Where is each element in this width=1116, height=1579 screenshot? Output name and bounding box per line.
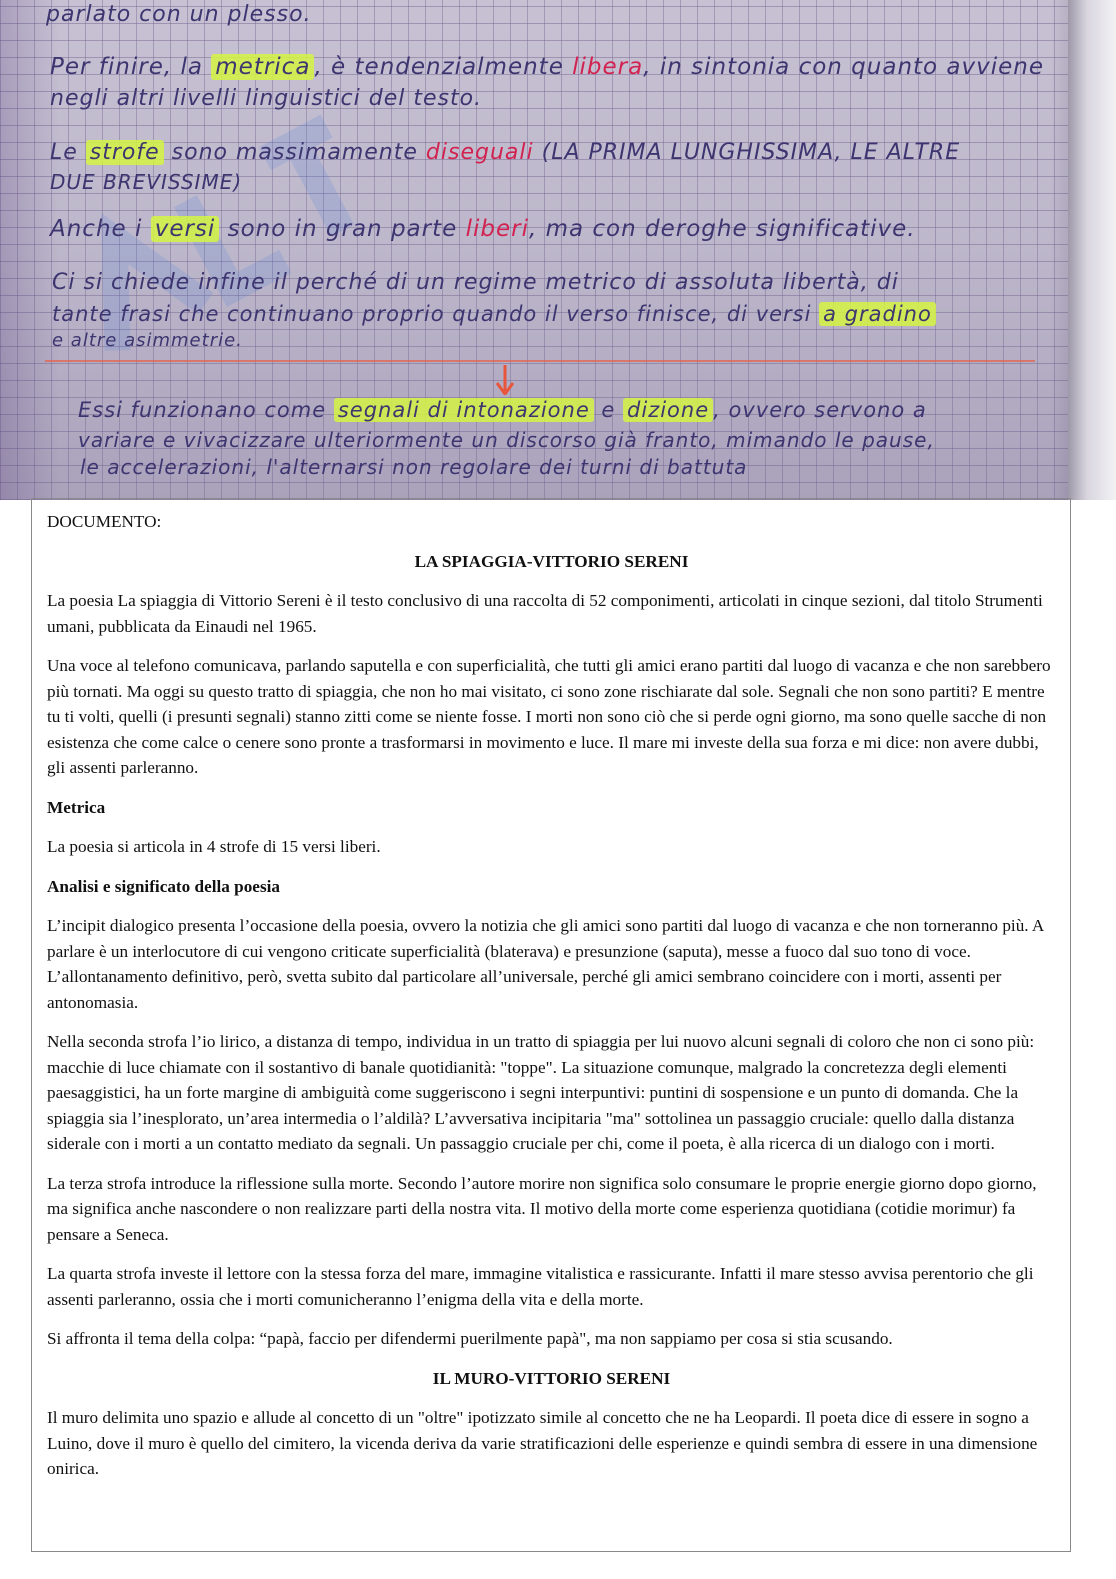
paragraph-analisi-5: Si affronta il tema della colpa: “papà, faccio per difendermi puerilmente papà", ma non sappiamo per cosa si stia scusando. [47,1329,893,1348]
document-label: DOCUMENTO: [47,512,162,531]
note-line-10 [78,398,927,422]
heading-metrica: Metrica [47,797,106,817]
heading-analisi: Analisi e significato della poesia [47,876,280,896]
note-text: DUE BREVISSIME) [50,170,243,194]
highlighted-word: segnali di intonazione [334,398,594,422]
note-text: Le [50,140,86,165]
notebook-edge [1068,0,1116,500]
note-line-8 [52,302,936,326]
note-text: sono in gran parte [219,216,466,242]
note-text: Per finire, la [50,54,212,80]
note-text: , ma con deroghe significative. [528,216,916,242]
note-text: , in sintonia con quanto avviene [643,54,1045,80]
arrow-down-icon [496,365,514,395]
handwritten-notes-photo [0,0,1116,500]
note-line-7 [52,270,899,295]
note-line-9 [52,330,243,351]
note-text: e altre asimmetrie. [52,330,243,351]
note-text: e [593,398,624,422]
highlighted-word: versi [151,216,220,242]
note-text: parlato con un plesso. [46,2,312,27]
paragraph-muro: Il muro delimita uno spazio e allude al concetto di un "oltre" ipotizzato simile al concetto che ne ha Leopardi. Il poeta dice di essere in sogno a Luino, dove il muro è quello del cimitero, la vicenda deriva da varie stratificazioni delle esperienze e quindi sembra di essere in una dimensione onirica. [47,1408,1038,1478]
note-line-3 [50,86,482,111]
paragraph-analisi-1: L’incipit dialogico presenta l’occasione della poesia, ovvero la notizia che gli amici sono partiti dal luogo di vacanza e che non torneranno più. A parlare è un interlocutore di cui vengono criticate superficialità (blaterava) e presunzione (saputa), messe a fuoco dal suo tono di voce. L’allontanamento definitivo, però, svetta subito dal particolare all’universale, perché gli amici sembrano coincidere con i morti, assenti per antonomasia. [47,916,1044,1012]
note-line-2 [50,54,1044,80]
paragraph-metrica: La poesia si articola in 4 strofe di 15 versi liberi. [47,837,381,856]
red-word: libera [572,54,644,80]
red-word: liberi [465,216,529,242]
paragraph-analisi-3: La terza strofa introduce la riflessione sulla morte. Secondo l’autore morire non significa solo consumare le proprie energie giorno dopo giorno, ma significa anche nascondere o non realizzare parti della nostra vita. Il motivo della morte come esperienza quotidiana (cotidie morimur) fa pensare a Seneca. [47,1173,1037,1244]
note-line-5 [50,170,242,194]
highlighted-word: dizione [623,398,713,422]
note-line-1 [46,2,312,27]
note-text: Ci si chiede infine il perché di un regime metrico di assoluta libertà, di [52,270,899,295]
note-text: tante frasi che continuano proprio quando il verso finisce, di versi [52,302,820,326]
note-line-6 [50,216,916,242]
note-text: negli altri livelli linguistici del testo. [50,86,483,111]
paragraph-analisi-2: Nella seconda strofa l’io lirico, a distanza di tempo, individua in un tratto di spiaggia per lui nuovo alcuni segnali di coloro che non ci sono più: macchie di luce chiamate con il sostantivo di banale quotidianità: "toppe". La situazione comunque, malgrado la concretezza degli elementi paesaggistici, ha un forte margine di ambiguità come suggeriscono i segni interpuntivi: puntini di sospensione e un punto di domanda. Che la spiaggia sia l’inesplorato, un’area intermedia o l’aldilà? L’avversativa incipitaria "ma" sottolinea un passaggio cruciale: quello dalla distanza siderale con i morti a un contatto mediato da segnali. Un passaggio cruciale per chi, come il poeta, è alla ricerca di un dialogo con i morti. [47,1032,1035,1153]
note-text: Anche i [50,216,151,242]
note-text: , ovvero servono a [713,398,927,422]
note-text: le accelerazioni, l'alternarsi non regolare dei turni di battuta [80,455,748,479]
highlighted-word: strofe [86,140,164,165]
note-text: , è tendenzialmente [314,54,573,80]
section-title-spiaggia: LA SPIAGGIA-VITTORIO SERENI [414,551,689,571]
note-text: Essi funzionano come [78,398,334,422]
note-text: sono massimamente [163,140,426,165]
note-line-12 [80,455,747,479]
section-title-muro: IL MURO-VITTORIO SERENI [432,1368,671,1388]
note-text: variare e vivacizzare ulteriormente un discorso già franto, mimando le pause, [78,428,935,452]
highlighted-word: a gradino [819,302,936,326]
note-text: (LA PRIMA LUNGHISSIMA, LE ALTRE [533,140,961,165]
note-line-4 [50,140,960,165]
note-line-11 [78,428,935,452]
paragraph-summary: Una voce al telefono comunicava, parlando saputella e con superficialità, che tutti gli amici erano partiti dal luogo di vacanza e che non sarebbero più tornati. Ma oggi su questo tratto di spiaggia, che non ho mai visitato, ci sono zone rischiarate dal sole. Segnali che non sono partiti? E mentre tu ti volti, quelli (i presunti segnali) stanno zitti come se niente fosse. I morti non sono ciò che si perde ogni giorno, ma sono quelle sacche di non esistenza che come calce o cenere sono pronte a trasformarsi in movimento e luce. Il mare mi investe della sua forza e mi dice: non avere dubbi, gli assenti parleranno. [47,656,1051,777]
paragraph-intro: La poesia La spiaggia di Vittorio Sereni è il testo conclusivo di una raccolta di 52 componimenti, articolati in cinque sezioni, dal titolo Strumenti umani, pubblicata da Einaudi nel 1965. [47,591,1043,636]
document-box [31,498,1071,1552]
divider-line [45,360,1035,362]
highlighted-word: metrica [211,54,314,80]
paragraph-analisi-4: La quarta strofa investe il lettore con la stessa forza del mare, immagine vitalistica e rassicurante. Infatti il mare stesso avvisa perentorio che gli assenti parleranno, ossia che i morti comunicheranno l’enigma della vita e della morte. [47,1264,1034,1309]
red-word: diseguali [425,140,534,165]
